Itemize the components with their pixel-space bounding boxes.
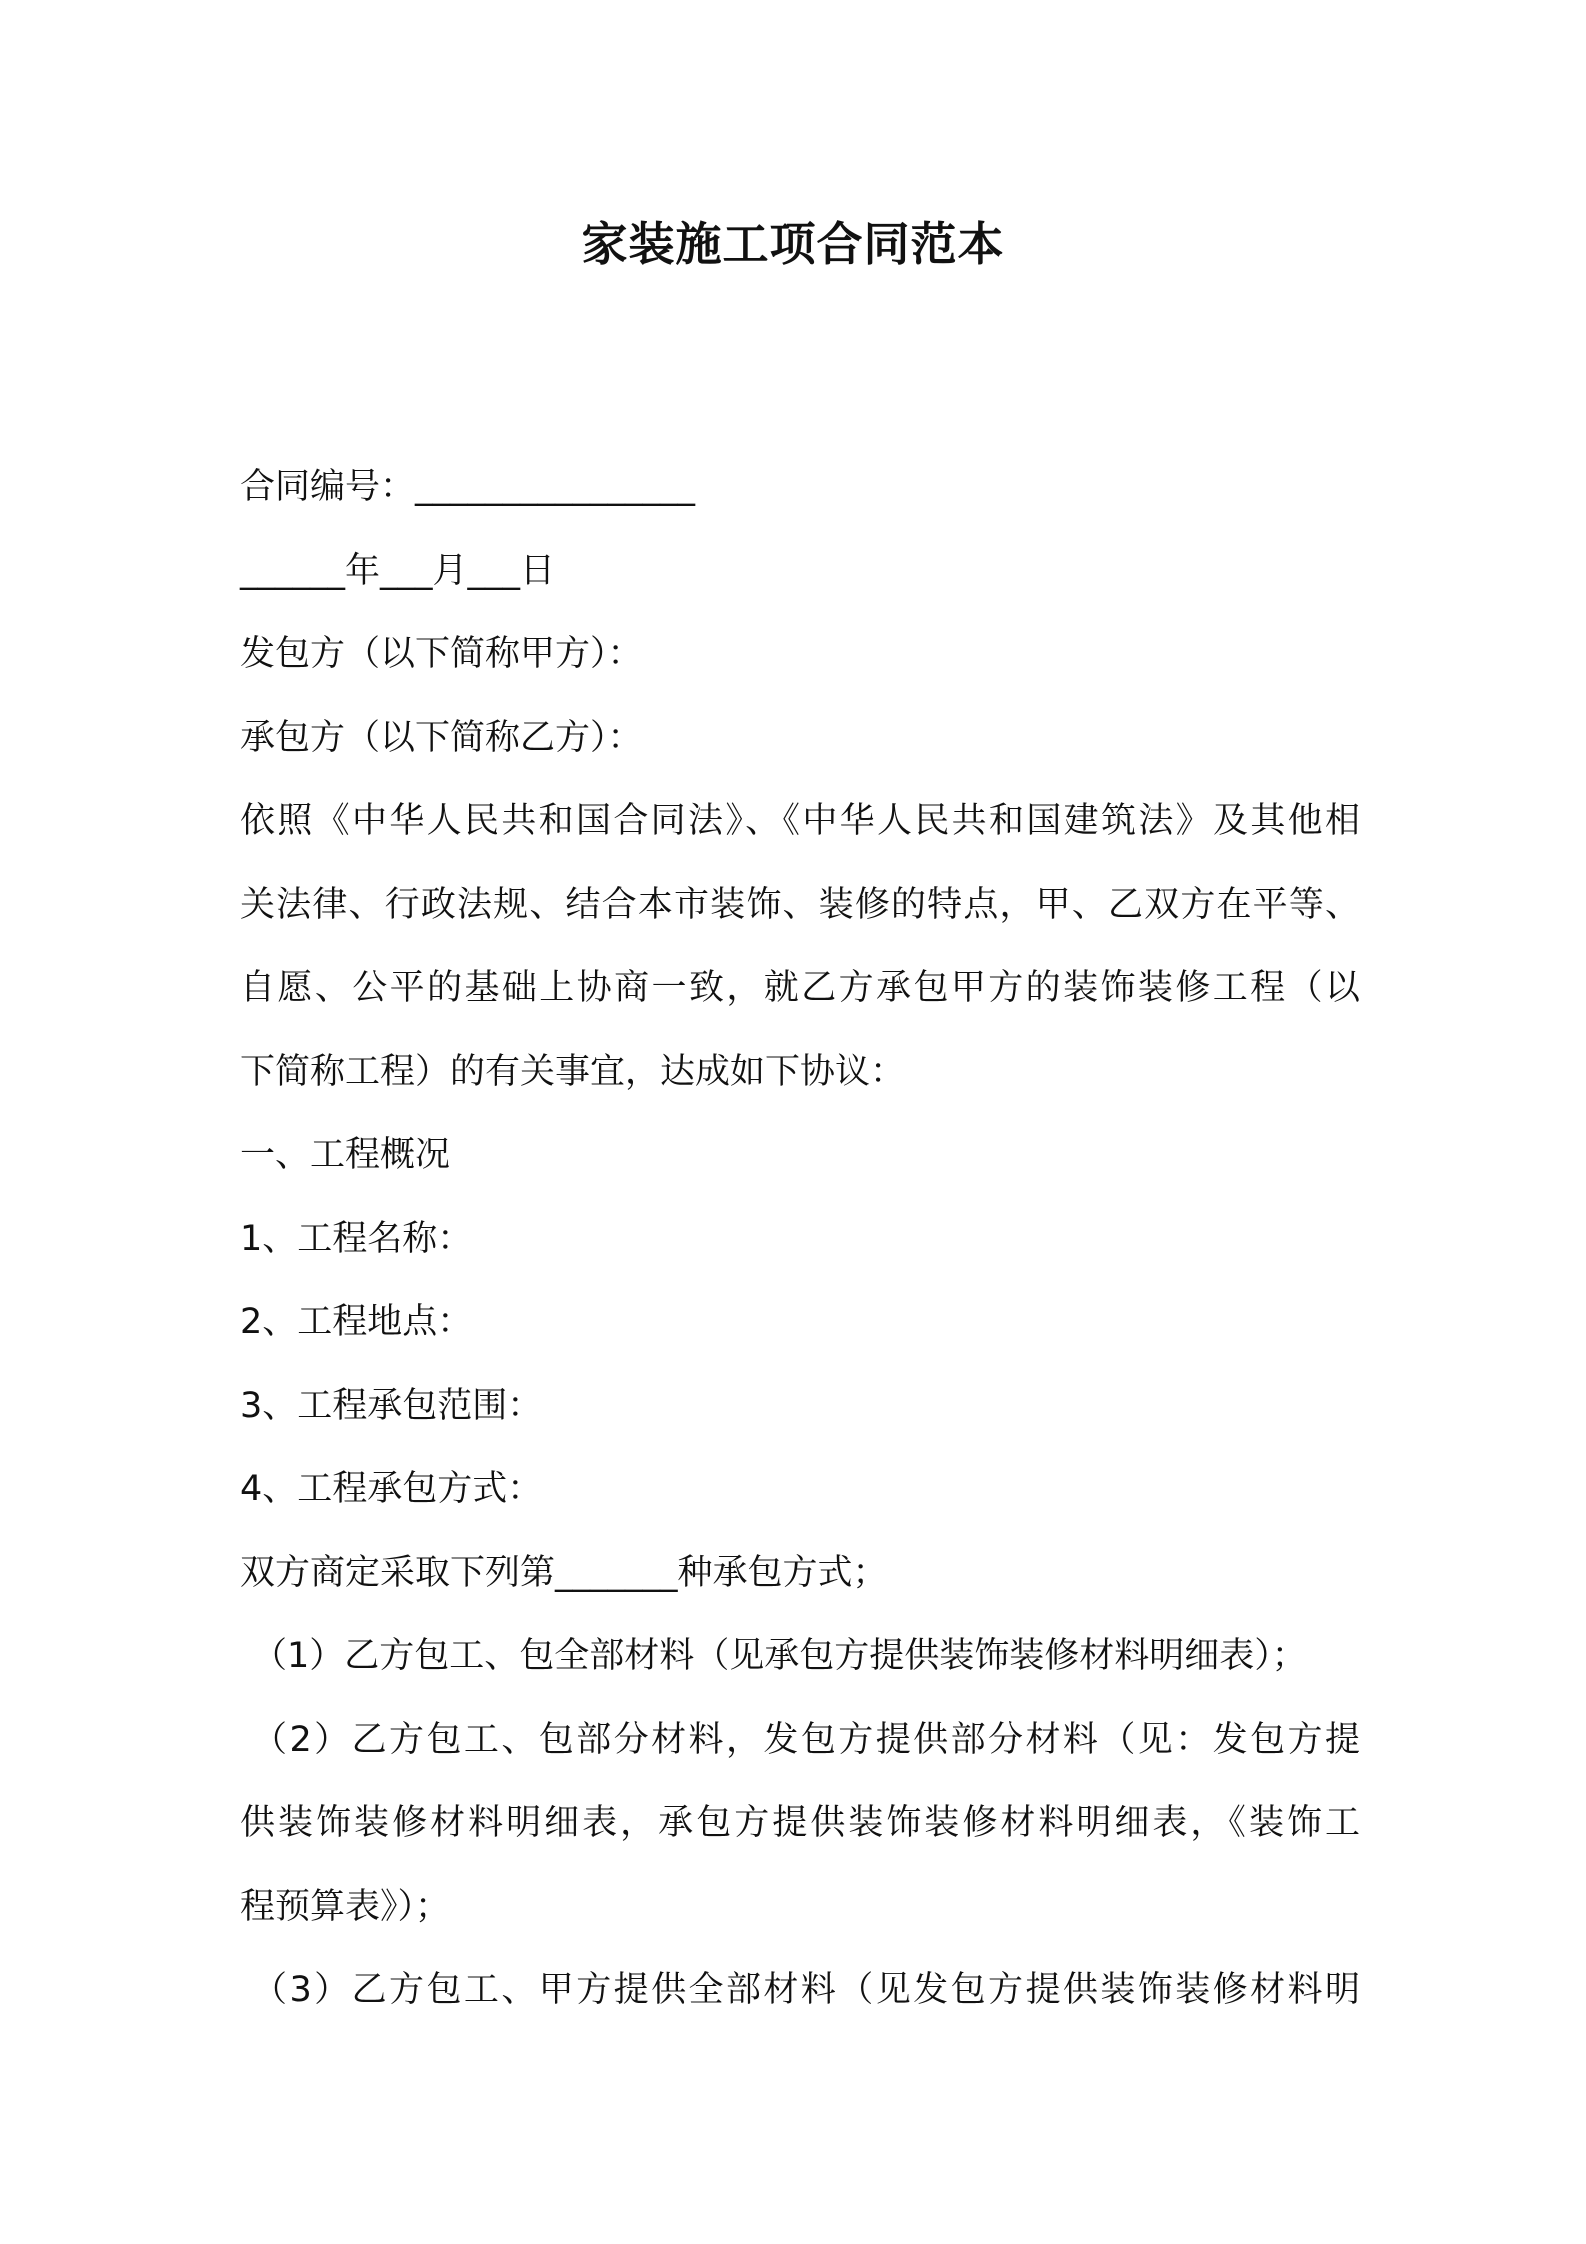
preamble-line-4: 下简称工程）的有关事宜，达成如下协议： xyxy=(240,1051,906,1092)
option-1-line: （1）乙方包工、包全部材料（见承包方提供装饰装修材料明细表）； xyxy=(252,1636,1307,1676)
preamble-line-3: 自愿、公平的基础上协商一致，就乙方承包甲方的装饰装修工程（以 xyxy=(240,968,1360,1008)
item-contract-scope: 3、工程承包范围： xyxy=(240,1385,543,1426)
method-selection-line: 双方商定采取下列第_______种承包方式； xyxy=(240,1552,888,1593)
document-body xyxy=(240,446,1360,2033)
party-a-line: 发包方（以下简称甲方）： xyxy=(240,634,643,674)
option-2-line-3: 程预算表》）； xyxy=(240,1886,451,1927)
party-b-line: 承包方（以下简称乙方）： xyxy=(240,717,643,758)
option-3-line-1: （3）乙方包工、甲方提供全部材料（见发包方提供装饰装修材料明 xyxy=(252,1970,1360,2010)
option-2-line-1: （2）乙方包工、包部分材料，发包方提供部分材料（见：发包方提 xyxy=(252,1719,1360,1760)
option-2-line-2: 供装饰装修材料明细表，承包方提供装饰装修材料明细表，《装饰工 xyxy=(240,1803,1360,1843)
item-project-name: 1、工程名称： xyxy=(240,1218,473,1259)
item-project-location: 2、工程地点： xyxy=(240,1302,473,1342)
document-title: 家装施工项合同范本 xyxy=(581,217,1005,271)
item-contract-method: 4、工程承包方式： xyxy=(240,1469,543,1509)
preamble-line-1: 依照《中华人民共和国合同法》、《中华人民共和国建筑法》及其他相 xyxy=(240,801,1360,841)
preamble-line-2: 关法律、行政法规、结合本市装饰、装修的特点，甲、乙双方在平等、 xyxy=(240,884,1360,925)
section-heading-overview: 一、工程概况 xyxy=(240,1135,451,1175)
contract-number-line: 合同编号：________________ xyxy=(240,467,696,507)
contract-date-line: ______年___月___日 xyxy=(240,550,556,591)
